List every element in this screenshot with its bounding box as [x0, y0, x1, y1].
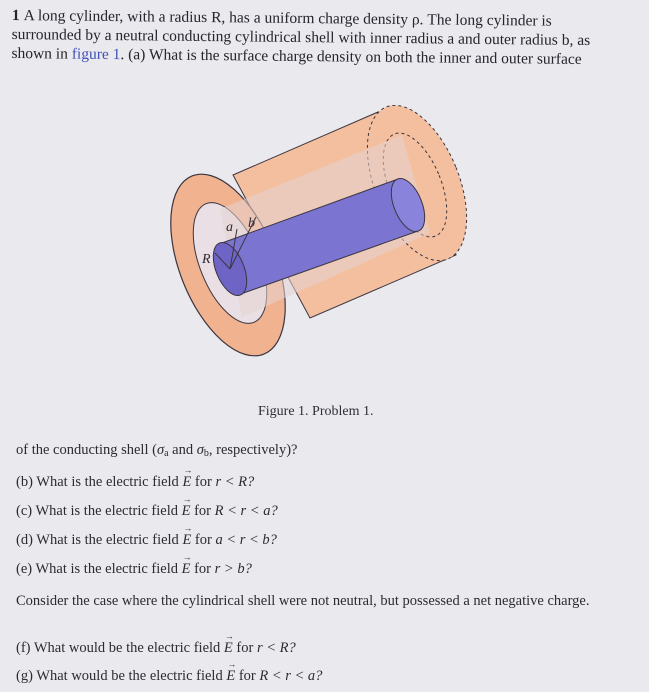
question-g: (g) What would be the electric field → E for R < r < a?: [16, 668, 322, 685]
question-b: (b) What is the electric field → E for r < R?: [16, 474, 254, 491]
question-d: (d) What is the electric field → E for a < r < b?: [16, 532, 277, 549]
question-f: (f) What would be the electric field → E for r < R?: [16, 640, 296, 657]
problem-intro: [11, 6, 642, 70]
label-b: b: [248, 216, 255, 231]
label-R: R: [202, 252, 211, 267]
question-e: (e) What is the electric field → E for r > b?: [16, 561, 252, 578]
intro-continuation: of the conducting shell ($\sigma_a$ and $\sigma_b$, respectively)?: [16, 442, 298, 459]
cylinder-figure: [170, 105, 470, 385]
figure-link[interactable]: figure 1: [71, 45, 121, 64]
label-a: a: [226, 220, 233, 235]
intro-line-3: shown in figure 1. (a) What is the surface charge density on both the inner and outer surface: [11, 44, 582, 68]
consider-paragraph: Consider the case where the cylindrical shell were not neutral, but possessed a net negative charge.: [16, 593, 590, 609]
problem-number: 1: [11, 6, 20, 25]
intro-line-1: 1 A long cylinder, with a radius R, has a uniform charge density ρ. The long cylinder is: [11, 6, 552, 30]
intro-line-2: surrounded by a neutral conducting cylindrical shell with inner radius a and outer radius b, as: [11, 25, 591, 50]
question-c: (c) What is the electric field → E for R < r < a?: [16, 503, 278, 520]
figure-caption: Figure 1. Problem 1.: [258, 404, 374, 419]
